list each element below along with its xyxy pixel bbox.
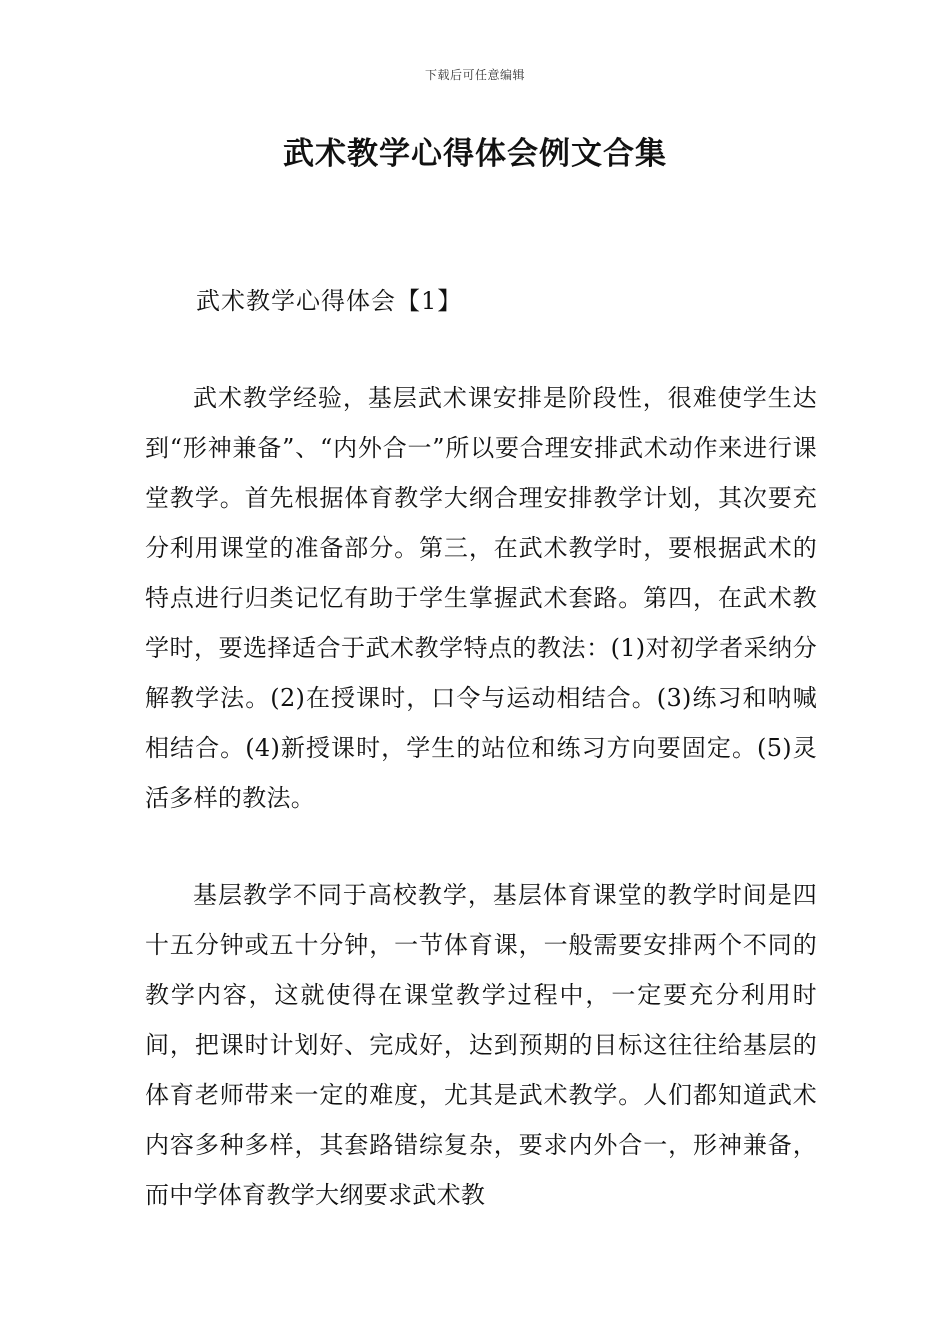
header-note: 下载后可任意编辑: [424, 68, 525, 82]
body-paragraph-1: 武术教学经验，基层武术课安排是阶段性，很难使学生达到“形神兼备”、“内外合一”所以要合理安排武术动作来进行课堂教学。首先根据体育教学大纲合理安排教学计划，其次要充分利用课堂的准备部分。第三，在武术教学时，要根据武术的特点进行归类记忆有助于学生掌握武术套路。第四，在武术教学时，要选择适合于武术教学特点的教法：(1)对初学者采纳分解教学法。(2)在授课时，口令与运动相结合。(3)练习和呐喊相结合。(4)新授课时，学生的站位和练习方向要固定。(5)灵活多样的教法。: [145, 384, 817, 812]
body-paragraph-2: 基层教学不同于高校教学，基层体育课堂的教学时间是四十五分钟或五十分钟，一节体育课，一般需要安排两个不同的教学内容，这就使得在课堂教学过程中，一定要充分利用时间，把课时计划好、完成好，达到预期的目标这往往给基层的体育老师带来一定的难度，尤其是武术教学。人们都知道武术内容多种多样，其套路错综复杂，要求内外合一，形神兼备，而中学体育教学大纲要求武术教: [145, 881, 817, 1209]
section-heading: 武术教学心得体会【1】: [196, 287, 463, 315]
page-title: 武术教学心得体会例文合集: [283, 136, 667, 172]
